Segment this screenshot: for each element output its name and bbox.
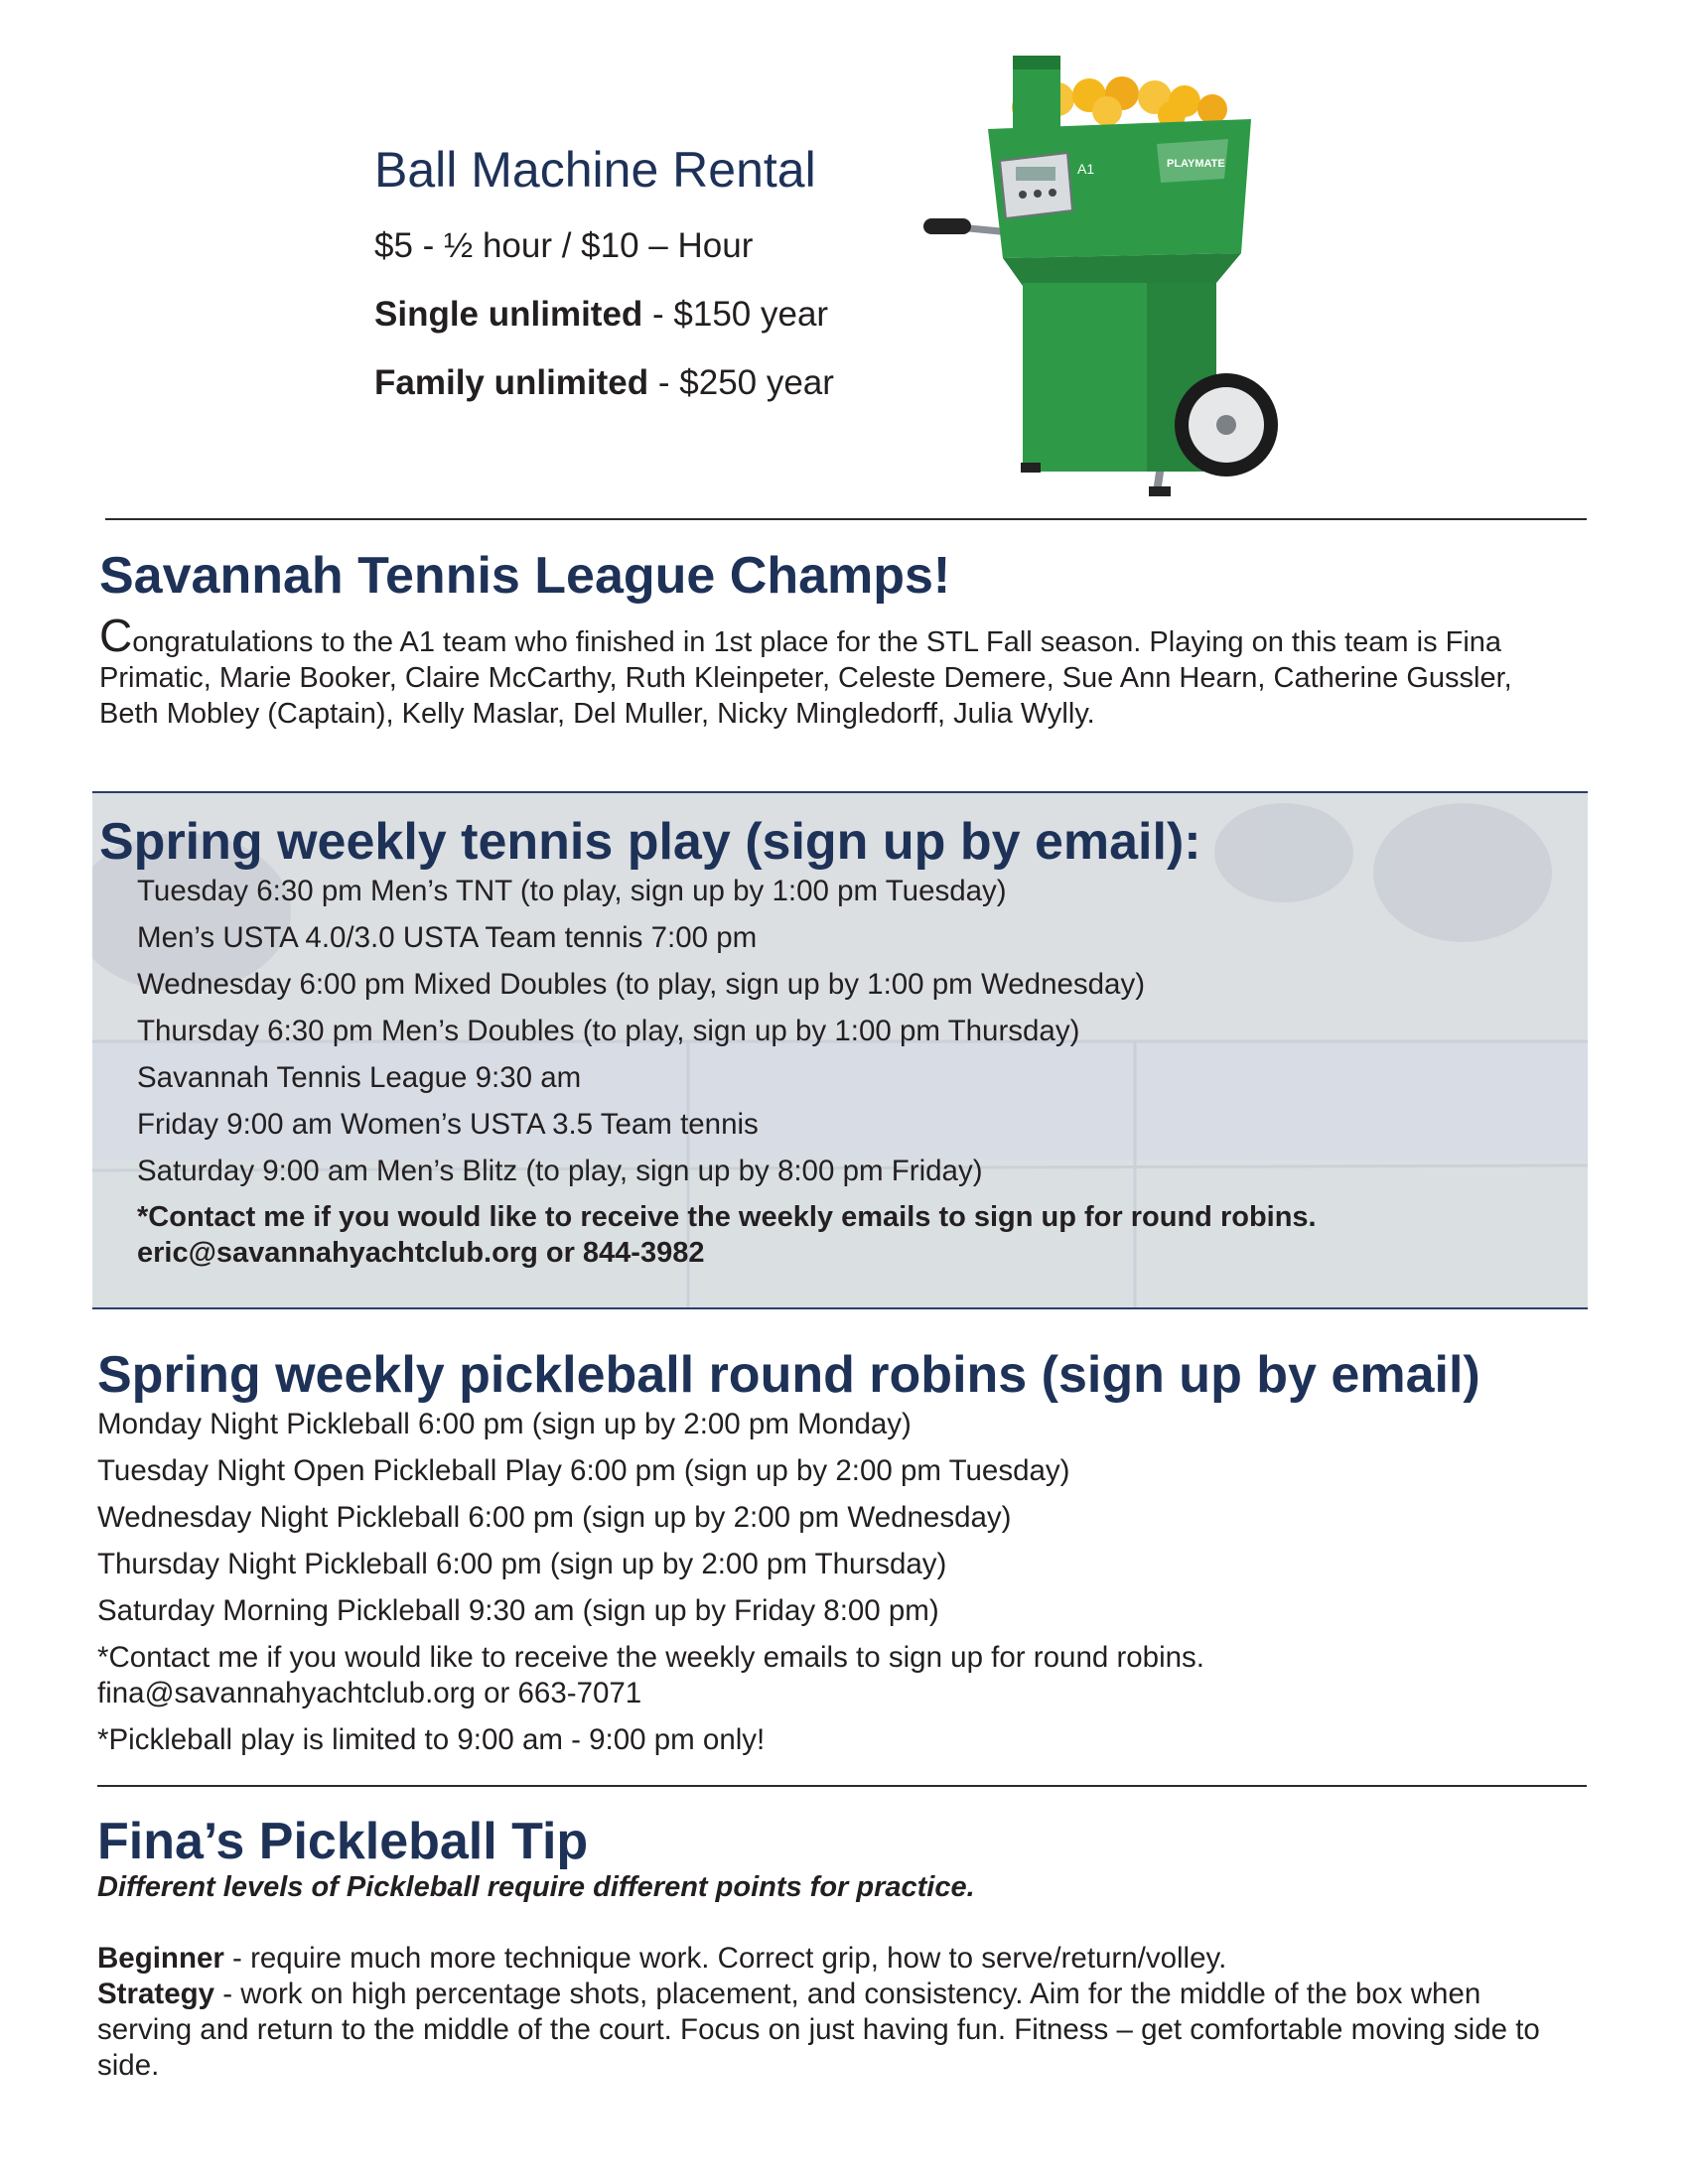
- tip-beginner: [97, 1941, 1567, 1977]
- ball-machine-image: [918, 50, 1296, 506]
- tennis-item: Men’s USTA 4.0/3.0 USTA Team tennis 7:00 pm: [137, 921, 758, 954]
- tip-strategy-label: Strategy: [97, 1978, 215, 2010]
- pickleball-item: Thursday Night Pickleball 6:00 pm (sign up by 2:00 pm Thursday): [97, 1548, 947, 1580]
- pickleball-title: Spring weekly pickleball round robins (sign up by email): [97, 1346, 1480, 1404]
- tip-body: [97, 1941, 1567, 2084]
- family-unlimited-price: - $250 year: [648, 363, 834, 402]
- single-unlimited-label: Single unlimited: [374, 295, 643, 334]
- ball-machine-price: $5 - ½ hour / $10 – Hour: [374, 226, 754, 265]
- champs-paragraph: [99, 610, 1569, 732]
- tennis-item: Wednesday 6:00 pm Mixed Doubles (to play, sign up by 1:00 pm Wednesday): [137, 968, 1146, 1001]
- tennis-item: Saturday 9:00 am Men’s Blitz (to play, sign up by 8:00 pm Friday): [137, 1155, 983, 1187]
- machine-brand-logo: PLAYMATE: [1167, 158, 1225, 170]
- tennis-contact-line: *Contact me if you would like to receive the weekly emails to sign up for round robins.: [137, 1201, 1317, 1233]
- section-divider: [105, 518, 1587, 520]
- pickleball-item: Monday Night Pickleball 6:00 pm (sign up by 2:00 pm Monday): [97, 1408, 912, 1440]
- tennis-item: Thursday 6:30 pm Men’s Doubles (to play, sign up by 1:00 pm Thursday): [137, 1015, 1080, 1047]
- tennis-item: Savannah Tennis League 9:30 am: [137, 1061, 582, 1094]
- machine-model-label: A1: [1077, 161, 1095, 177]
- champs-body-text: ongratulations to the A1 team who finished in 1st place for the STL Fall season. Playing on this team is Fina Primatic, Marie Booker, Claire McCarthy, Ruth Kleinpeter, Celeste Demere, Sue Ann Hearn, Catherine Gussler, Beth Mobley (Captain), Kelly Maslar, Del Muller, Nicky Mingledorff, Julia Wylly.: [99, 626, 1512, 730]
- pickleball-limit-note: *Pickleball play is limited to 9:00 am - 9:00 pm only!: [97, 1723, 766, 1756]
- tennis-item: Tuesday 6:30 pm Men’s TNT (to play, sign up by 1:00 pm Tuesday): [137, 875, 1007, 907]
- tennis-item: Friday 9:00 am Women’s USTA 3.5 Team tennis: [137, 1108, 759, 1141]
- tip-beginner-text: - require much more technique work. Correct grip, how to serve/return/volley.: [223, 1942, 1227, 1975]
- tennis-title: Spring weekly tennis play (sign up by email):: [99, 813, 1201, 871]
- pickleball-item: Saturday Morning Pickleball 9:30 am (sign up by Friday 8:00 pm): [97, 1594, 939, 1627]
- tennis-contact-email[interactable]: eric@savannahyachtclub.org or 844-3982: [137, 1237, 705, 1269]
- pickleball-contact-line: *Contact me if you would like to receive the weekly emails to sign up for round robins.: [97, 1641, 1204, 1674]
- family-unlimited-line: [374, 363, 834, 403]
- ball-machine-title: Ball Machine Rental: [374, 142, 816, 198]
- family-unlimited-label: Family unlimited: [374, 363, 649, 402]
- tip-strategy-text: - work on high percentage shots, placement, and consistency. Aim for the middle of the box when serving and return to the middle of the court. Focus on just having fun. Fitness – get comfortable moving side to side.: [97, 1978, 1540, 2082]
- champs-title: Savannah Tennis League Champs!: [99, 547, 951, 605]
- tip-title: Fina’s Pickleball Tip: [97, 1813, 589, 1870]
- pickleball-contact-email[interactable]: fina@savannahyachtclub.org or 663-7071: [97, 1677, 642, 1709]
- tip-strategy: [97, 1977, 1567, 2084]
- single-unlimited-line: [374, 295, 828, 335]
- tip-subtitle: Different levels of Pickleball require different points for practice.: [97, 1871, 975, 1903]
- pickleball-item: Tuesday Night Open Pickleball Play 6:00 pm (sign up by 2:00 pm Tuesday): [97, 1454, 1070, 1487]
- pickleball-item: Wednesday Night Pickleball 6:00 pm (sign up by 2:00 pm Wednesday): [97, 1501, 1012, 1534]
- tip-beginner-label: Beginner: [97, 1942, 224, 1975]
- section-divider: [97, 1785, 1587, 1787]
- champs-dropcap: C: [99, 610, 133, 661]
- single-unlimited-price: - $150 year: [642, 295, 829, 334]
